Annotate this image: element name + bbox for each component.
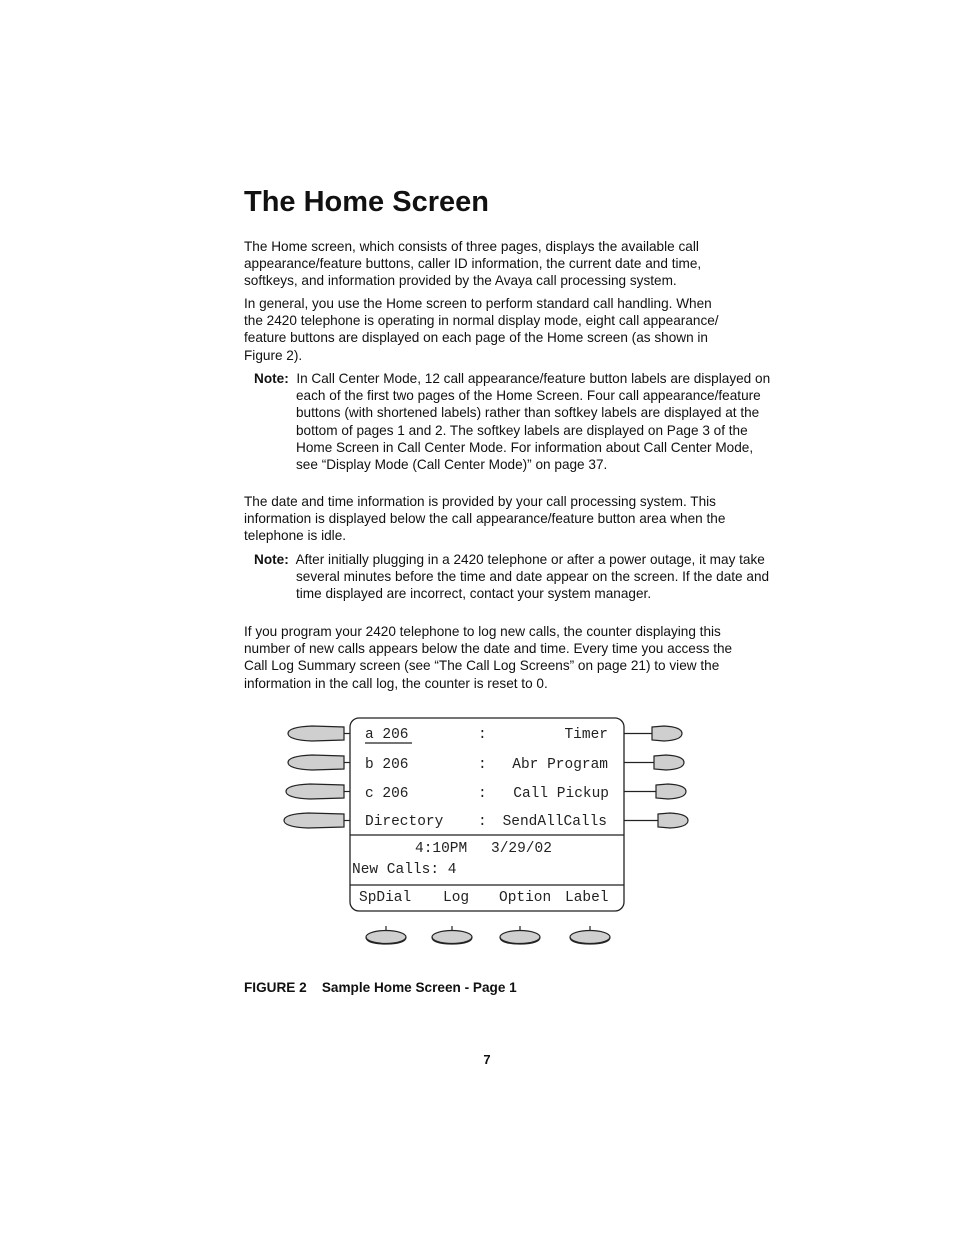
time-display: 4:10PM xyxy=(415,841,468,857)
page-title: The Home Screen xyxy=(244,186,489,218)
right-line-button-3[interactable] xyxy=(624,784,686,799)
figure-title: Sample Home Screen - Page 1 xyxy=(321,980,517,995)
note-power-outage xyxy=(254,551,774,603)
feature-send-all-calls-label: SendAllCalls xyxy=(502,814,607,830)
right-line-buttons xyxy=(624,726,688,828)
figure-caption xyxy=(244,980,517,995)
softkey-button-2[interactable] xyxy=(432,926,472,944)
softkey-button-1[interactable] xyxy=(366,926,406,944)
softkey-label-option: Option xyxy=(499,890,552,906)
line-b-label: b 206 xyxy=(365,757,409,773)
note-text: After initially plugging in a 2420 telephone or after a power outage, it may take several minutes before the time and date appear on the screen. If the date and time displayed are incorrect, contact your system manager. xyxy=(295,552,770,602)
softkey-buttons xyxy=(366,926,610,944)
right-line-button-1[interactable] xyxy=(624,726,682,741)
feature-abr-program-label: Abr Program xyxy=(512,757,608,773)
new-calls-counter: New Calls: 4 xyxy=(352,862,457,878)
softkey-button-4[interactable] xyxy=(570,926,610,944)
page-number: 7 xyxy=(483,1052,491,1067)
line-c-label: c 206 xyxy=(365,786,409,802)
left-line-buttons xyxy=(284,726,352,828)
row-separator: : xyxy=(478,727,487,743)
paragraph-call-log: If you program your 2420 telephone to log new calls, the counter displaying this number of new calls appears below the date and time. Every time you access the Call Log Summary screen (see “The Call Log Screens” on page 21) to view the information in the call log, the counter is reset to 0. xyxy=(244,624,733,691)
feature-timer-label: Timer xyxy=(564,727,608,743)
figure-number: FIGURE 2 xyxy=(244,980,307,995)
note-label: Note: xyxy=(254,371,289,386)
feature-call-pickup-label: Call Pickup xyxy=(513,786,609,802)
softkey-label-spdial: SpDial xyxy=(359,890,412,906)
paragraph-date-time: The date and time information is provided by your call processing system. This information is displayed below the call appearance/feature button area when the telephone is idle. xyxy=(244,494,726,544)
line-a-label: a 206 xyxy=(365,727,409,743)
row-separator: : xyxy=(478,814,487,830)
note-text: In Call Center Mode, 12 call appearance/feature button labels are displayed on each of the first two pages of the Home Screen. Four call appearance/feature buttons (with shortened labels) rather than softkey labels are displayed at the bottom of pages 1 and 2. The softkey labels are displayed on Page 3 of the Home Screen in Call Center Mode. For information about Call Center Mode, see “Display Mode (Call Center Mode)” on page 37. xyxy=(296,371,771,473)
right-line-button-4[interactable] xyxy=(624,813,688,828)
paragraph-intro: The Home screen, which consists of three pages, displays the available call appearance/feature buttons, caller ID information, the current date and time, softkeys, and information provided by the Avaya call processing system. xyxy=(244,239,702,289)
date-display: 3/29/02 xyxy=(491,841,552,857)
softkey-button-3[interactable] xyxy=(500,926,540,944)
softkey-label-log: Log xyxy=(443,890,470,906)
left-line-button-4[interactable] xyxy=(284,813,352,828)
left-line-button-3[interactable] xyxy=(286,784,352,799)
right-line-button-2[interactable] xyxy=(624,755,684,770)
paragraph-general-use: In general, you use the Home screen to perform standard call handling. When the 2420 telephone is operating in normal display mode, eight call appearance/ feature buttons are displayed on each page of the Home screen (as shown in Figure 2). xyxy=(244,296,719,363)
left-line-button-1[interactable] xyxy=(288,726,352,741)
row-separator: : xyxy=(478,757,487,773)
note-label: Note: xyxy=(254,552,289,567)
phone-display-figure xyxy=(280,712,700,952)
softkey-label-label: Label xyxy=(565,890,609,906)
row-separator: : xyxy=(478,786,487,802)
directory-label: Directory xyxy=(365,814,444,830)
note-call-center xyxy=(254,370,774,473)
left-line-button-2[interactable] xyxy=(288,755,352,770)
